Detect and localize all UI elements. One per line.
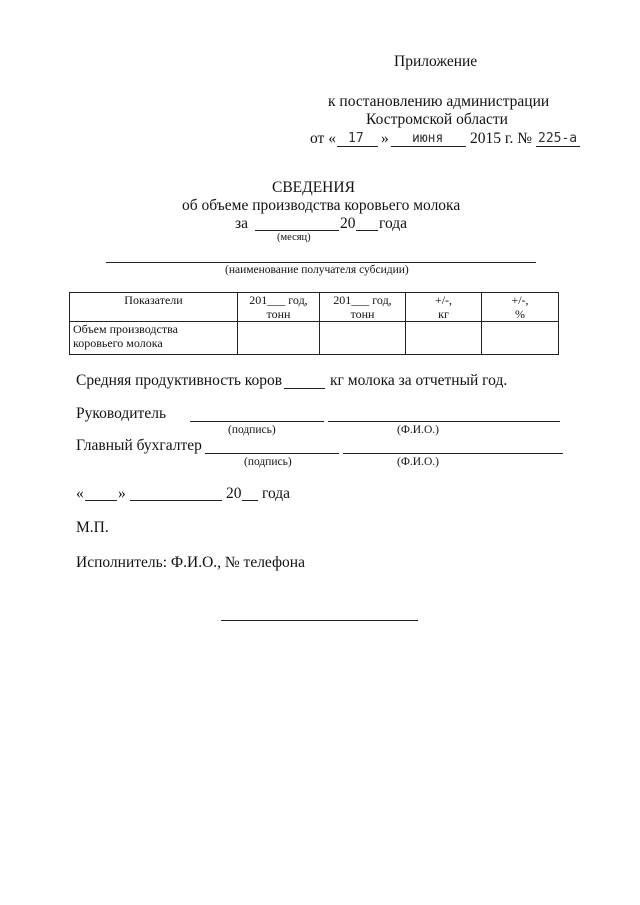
date-quote-open: « bbox=[76, 485, 84, 502]
cell-year-2 bbox=[320, 322, 406, 355]
date-year-prefix: 20 bbox=[226, 485, 242, 502]
period-year-prefix: 20 bbox=[340, 215, 356, 232]
bottom-rule bbox=[221, 620, 418, 621]
productivity-text-after: кг молока за отчетный год. bbox=[330, 372, 508, 389]
row-label: Объем производства коровьего молока bbox=[70, 322, 238, 355]
header-diff-percent: +/-, % bbox=[482, 293, 559, 322]
header-diff-kg: +/-, кг bbox=[406, 293, 482, 322]
from-prefix: от « bbox=[310, 130, 336, 147]
accountant-label: Главный бухгалтер bbox=[76, 437, 202, 454]
cell-diff-kg bbox=[406, 322, 482, 355]
executor-line: Исполнитель: Ф.И.О., № телефона bbox=[76, 554, 305, 571]
cell-diff-percent bbox=[482, 322, 559, 355]
head-signature-hint: (подпись) bbox=[228, 424, 276, 436]
resolution-number-handwritten: 225-а bbox=[538, 131, 578, 146]
header-indicators: Показатели bbox=[70, 293, 238, 322]
accountant-signature-hint: (подпись) bbox=[244, 456, 292, 468]
document-title: СВЕДЕНИЯ bbox=[272, 179, 355, 196]
date-quote-close: » bbox=[118, 485, 126, 502]
cell-year-1 bbox=[238, 322, 320, 355]
appendix-label: Приложение bbox=[394, 53, 478, 70]
date-year-suffix: года bbox=[262, 485, 291, 502]
head-name-hint: (Ф.И.О.) bbox=[397, 424, 439, 436]
stamp-place: М.П. bbox=[76, 519, 109, 536]
table-row bbox=[70, 322, 559, 355]
year-number-text: 2015 г. № bbox=[470, 130, 533, 147]
productivity-text-before: Средняя продуктивность коров bbox=[76, 372, 283, 389]
header-year-1: 201___ год, тонн bbox=[238, 293, 320, 322]
period-year-suffix: года bbox=[379, 215, 408, 232]
header-year-2: 201___ год, тонн bbox=[320, 293, 406, 322]
accountant-name-hint: (Ф.И.О.) bbox=[397, 456, 439, 468]
resolution-line: к постановлению администрации bbox=[328, 93, 550, 110]
document-subtitle: об объеме производства коровьего молока bbox=[182, 197, 461, 214]
recipient-hint: (наименование получателя субсидии) bbox=[225, 264, 409, 276]
day-handwritten: 17 bbox=[348, 131, 364, 146]
head-label: Руководитель bbox=[76, 405, 167, 422]
indicators-table bbox=[69, 292, 559, 355]
period-for: за bbox=[235, 215, 249, 232]
quote-close: » bbox=[381, 130, 389, 147]
recipient-line bbox=[106, 262, 536, 263]
month-hint: (месяц) bbox=[277, 232, 311, 243]
region-line: Костромской области bbox=[366, 111, 508, 128]
month-handwritten: июня bbox=[412, 131, 444, 146]
table-header-row bbox=[70, 293, 559, 322]
